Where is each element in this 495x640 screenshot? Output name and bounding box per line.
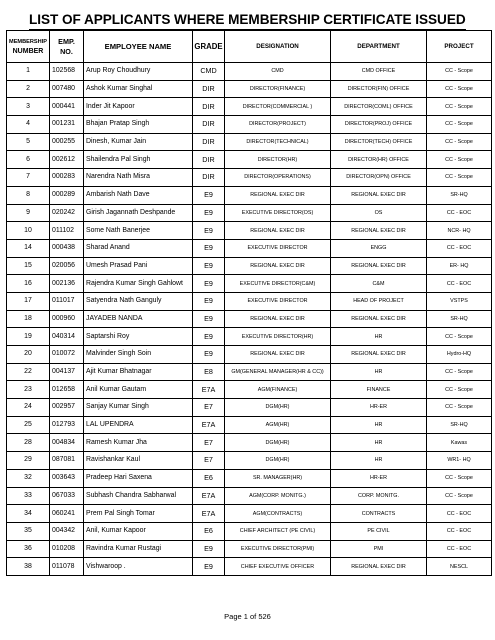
header-project: PROJECT bbox=[427, 31, 492, 63]
cell-designation: EXECUTIVE DIRECTOR bbox=[225, 292, 331, 310]
cell-employee-name: Ravishankar Kaul bbox=[84, 452, 193, 470]
cell-serial-number: 15 bbox=[7, 257, 50, 275]
cell-serial-number: 38 bbox=[7, 558, 50, 576]
cell-employee-name: Bhajan Pratap Singh bbox=[84, 116, 193, 134]
table-row bbox=[7, 275, 492, 293]
cell-emp-no: 040314 bbox=[50, 328, 84, 346]
table-row bbox=[7, 469, 492, 487]
cell-employee-name: Vishwaroop . bbox=[84, 558, 193, 576]
cell-grade: E9 bbox=[193, 292, 225, 310]
cell-department: PE CIVIL bbox=[331, 522, 427, 540]
cell-emp-no: 011078 bbox=[50, 558, 84, 576]
header-emp-line2: NO. bbox=[60, 46, 73, 56]
cell-grade: DIR bbox=[193, 133, 225, 151]
cell-department: HR bbox=[331, 452, 427, 470]
cell-project: CC - Scope bbox=[427, 98, 492, 116]
cell-designation: AGM(HR) bbox=[225, 416, 331, 434]
table-row bbox=[7, 133, 492, 151]
cell-designation: DIRECTOR(COMMERCIAL ) bbox=[225, 98, 331, 116]
cell-employee-name: Inder Jit Kapoor bbox=[84, 98, 193, 116]
cell-designation: AGM(CONTRACTS) bbox=[225, 505, 331, 523]
cell-serial-number: 19 bbox=[7, 328, 50, 346]
cell-serial-number: 5 bbox=[7, 133, 50, 151]
cell-project: CC - Scope bbox=[427, 487, 492, 505]
cell-emp-no: 067033 bbox=[50, 487, 84, 505]
cell-designation: REGIONAL EXEC DIR bbox=[225, 257, 331, 275]
cell-employee-name: Shailendra Pal Singh bbox=[84, 151, 193, 169]
header-membership-line1: MEMBERSHIP bbox=[9, 38, 47, 45]
cell-emp-no: 002957 bbox=[50, 399, 84, 417]
cell-project: CC - EOC bbox=[427, 239, 492, 257]
table-row bbox=[7, 487, 492, 505]
cell-department: HR bbox=[331, 434, 427, 452]
cell-serial-number: 34 bbox=[7, 505, 50, 523]
cell-employee-name: Ravindra Kumar Rustagi bbox=[84, 540, 193, 558]
cell-serial-number: 25 bbox=[7, 416, 50, 434]
table-row bbox=[7, 222, 492, 240]
cell-employee-name: Dinesh, Kumar Jain bbox=[84, 133, 193, 151]
cell-emp-no: 004834 bbox=[50, 434, 84, 452]
cell-department: REGIONAL EXEC DIR bbox=[331, 222, 427, 240]
cell-department: REGIONAL EXEC DIR bbox=[331, 558, 427, 576]
cell-project: CC - Scope bbox=[427, 133, 492, 151]
cell-department: OS bbox=[331, 204, 427, 222]
cell-designation: EXECUTIVE DIRECTOR(PMI) bbox=[225, 540, 331, 558]
page-footer: Page 1 of 526 bbox=[224, 612, 271, 621]
cell-grade: E9 bbox=[193, 275, 225, 293]
cell-designation: EXECUTIVE DIRECTOR bbox=[225, 239, 331, 257]
cell-serial-number: 29 bbox=[7, 452, 50, 470]
cell-grade: E7A bbox=[193, 505, 225, 523]
cell-serial-number: 10 bbox=[7, 222, 50, 240]
cell-serial-number: 9 bbox=[7, 204, 50, 222]
cell-employee-name: Ashok Kumar Singhal bbox=[84, 80, 193, 98]
header-emp-no bbox=[50, 31, 84, 63]
header-row bbox=[7, 31, 492, 63]
cell-serial-number: 3 bbox=[7, 98, 50, 116]
header-grade: GRADE bbox=[193, 31, 225, 63]
table-row bbox=[7, 434, 492, 452]
cell-grade: E9 bbox=[193, 346, 225, 364]
table-row bbox=[7, 540, 492, 558]
table-row bbox=[7, 381, 492, 399]
cell-serial-number: 17 bbox=[7, 292, 50, 310]
cell-emp-no: 000960 bbox=[50, 310, 84, 328]
cell-employee-name: Prem Pal Singh Tomar bbox=[84, 505, 193, 523]
cell-emp-no: 000441 bbox=[50, 98, 84, 116]
cell-emp-no: 000438 bbox=[50, 239, 84, 257]
cell-emp-no: 087081 bbox=[50, 452, 84, 470]
cell-emp-no: 003643 bbox=[50, 469, 84, 487]
cell-emp-no: 000255 bbox=[50, 133, 84, 151]
table-row bbox=[7, 116, 492, 134]
cell-designation: DIRECTOR(HR) bbox=[225, 151, 331, 169]
cell-grade: E7 bbox=[193, 399, 225, 417]
cell-designation: DIRECTOR(TECHNICAL) bbox=[225, 133, 331, 151]
table-row bbox=[7, 505, 492, 523]
cell-employee-name: Pradeep Hari Saxena bbox=[84, 469, 193, 487]
cell-department: HEAD OF PROJECT bbox=[331, 292, 427, 310]
cell-grade: E8 bbox=[193, 363, 225, 381]
cell-serial-number: 33 bbox=[7, 487, 50, 505]
cell-department: REGIONAL EXEC DIR bbox=[331, 346, 427, 364]
cell-emp-no: 102568 bbox=[50, 63, 84, 81]
cell-employee-name: Sharad Anand bbox=[84, 239, 193, 257]
cell-project: CC - Scope bbox=[427, 63, 492, 81]
cell-department: PMI bbox=[331, 540, 427, 558]
cell-emp-no: 010072 bbox=[50, 346, 84, 364]
cell-designation: DGM(HR) bbox=[225, 452, 331, 470]
cell-employee-name: Rajendra Kumar Singh Gahlowt bbox=[84, 275, 193, 293]
cell-department: HR-ER bbox=[331, 399, 427, 417]
cell-grade: E9 bbox=[193, 222, 225, 240]
cell-project: CC - Scope bbox=[427, 381, 492, 399]
cell-designation: AGM(CORP. MONITG.) bbox=[225, 487, 331, 505]
cell-project: CC - Scope bbox=[427, 116, 492, 134]
cell-project: CC - Scope bbox=[427, 151, 492, 169]
cell-grade: E9 bbox=[193, 186, 225, 204]
cell-serial-number: 35 bbox=[7, 522, 50, 540]
table-row bbox=[7, 292, 492, 310]
cell-department: DIRECTOR(HR) OFFICE bbox=[331, 151, 427, 169]
header-designation: DESIGNATION bbox=[225, 31, 331, 63]
cell-project: CC - Scope bbox=[427, 469, 492, 487]
cell-serial-number: 20 bbox=[7, 346, 50, 364]
cell-grade: DIR bbox=[193, 98, 225, 116]
cell-grade: E7 bbox=[193, 434, 225, 452]
cell-project: CC - Scope bbox=[427, 363, 492, 381]
table-row bbox=[7, 310, 492, 328]
cell-serial-number: 14 bbox=[7, 239, 50, 257]
cell-department: FINANCE bbox=[331, 381, 427, 399]
cell-grade: E9 bbox=[193, 204, 225, 222]
cell-project: VSTPS bbox=[427, 292, 492, 310]
cell-project: CC - EOC bbox=[427, 275, 492, 293]
cell-project: CC - Scope bbox=[427, 399, 492, 417]
cell-department: DIRECTOR(TECH) OFFICE bbox=[331, 133, 427, 151]
cell-serial-number: 8 bbox=[7, 186, 50, 204]
cell-grade: E7 bbox=[193, 452, 225, 470]
table-row bbox=[7, 80, 492, 98]
cell-grade: DIR bbox=[193, 116, 225, 134]
cell-employee-name: Umesh Prasad Pani bbox=[84, 257, 193, 275]
cell-emp-no: 004137 bbox=[50, 363, 84, 381]
cell-employee-name: Arup Roy Choudhury bbox=[84, 63, 193, 81]
cell-emp-no: 000283 bbox=[50, 169, 84, 187]
cell-project: CC - EOC bbox=[427, 204, 492, 222]
cell-emp-no: 010208 bbox=[50, 540, 84, 558]
table-header bbox=[7, 31, 492, 63]
cell-project: CC - EOC bbox=[427, 540, 492, 558]
cell-project: SR-HQ bbox=[427, 416, 492, 434]
applicants-table bbox=[6, 30, 492, 576]
cell-department: HR bbox=[331, 328, 427, 346]
cell-designation: GM(GENERAL MANAGER(HR & CC)) bbox=[225, 363, 331, 381]
cell-department: DIRECTOR(PROJ) OFFICE bbox=[331, 116, 427, 134]
cell-designation: DIRECTOR(PROJECT) bbox=[225, 116, 331, 134]
cell-employee-name: Narendra Nath Misra bbox=[84, 169, 193, 187]
page-title: LIST OF APPLICANTS WHERE MEMBERSHIP CERTIFICATE ISSUED bbox=[29, 9, 466, 30]
cell-grade: DIR bbox=[193, 80, 225, 98]
cell-grade: E9 bbox=[193, 257, 225, 275]
table-row bbox=[7, 257, 492, 275]
cell-serial-number: 2 bbox=[7, 80, 50, 98]
cell-department: DIRECTOR(COML) OFFICE bbox=[331, 98, 427, 116]
cell-designation: DGM(HR) bbox=[225, 434, 331, 452]
cell-grade: E9 bbox=[193, 328, 225, 346]
cell-designation: SR. MANAGER(HR) bbox=[225, 469, 331, 487]
cell-department: REGIONAL EXEC DIR bbox=[331, 257, 427, 275]
cell-project: NCR- HQ bbox=[427, 222, 492, 240]
cell-employee-name: Ramesh Kumar Jha bbox=[84, 434, 193, 452]
cell-department: REGIONAL EXEC DIR bbox=[331, 186, 427, 204]
cell-project: SR-HQ bbox=[427, 310, 492, 328]
cell-emp-no: 011102 bbox=[50, 222, 84, 240]
cell-serial-number: 32 bbox=[7, 469, 50, 487]
table-row bbox=[7, 186, 492, 204]
cell-designation: AGM(FINANCE) bbox=[225, 381, 331, 399]
cell-employee-name: LAL UPENDRA bbox=[84, 416, 193, 434]
cell-department: CORP. MONITG. bbox=[331, 487, 427, 505]
table-row bbox=[7, 399, 492, 417]
table-body bbox=[7, 63, 492, 576]
cell-designation: CHIEF ARCHITECT (PE CIVIL) bbox=[225, 522, 331, 540]
cell-department: CMD OFFICE bbox=[331, 63, 427, 81]
cell-designation: DGM(HR) bbox=[225, 399, 331, 417]
cell-grade: E7A bbox=[193, 416, 225, 434]
table-row bbox=[7, 239, 492, 257]
table-row bbox=[7, 522, 492, 540]
table-row bbox=[7, 98, 492, 116]
table-row bbox=[7, 346, 492, 364]
cell-serial-number: 7 bbox=[7, 169, 50, 187]
header-department: DEPARTMENT bbox=[331, 31, 427, 63]
cell-project: NESCL bbox=[427, 558, 492, 576]
cell-serial-number: 24 bbox=[7, 399, 50, 417]
cell-grade: E9 bbox=[193, 540, 225, 558]
cell-employee-name: Saptarshi Roy bbox=[84, 328, 193, 346]
table-row bbox=[7, 416, 492, 434]
cell-designation: EXECUTIVE DIRECTOR(C&M) bbox=[225, 275, 331, 293]
table-row bbox=[7, 151, 492, 169]
cell-department: CONTRACTS bbox=[331, 505, 427, 523]
cell-employee-name: Anil Kumar Gautam bbox=[84, 381, 193, 399]
cell-serial-number: 16 bbox=[7, 275, 50, 293]
cell-serial-number: 22 bbox=[7, 363, 50, 381]
cell-grade: E6 bbox=[193, 469, 225, 487]
cell-project: Kawas bbox=[427, 434, 492, 452]
cell-department: REGIONAL EXEC DIR bbox=[331, 310, 427, 328]
cell-department: ENGG bbox=[331, 239, 427, 257]
cell-designation: EXECUTIVE DIRECTOR(OS) bbox=[225, 204, 331, 222]
cell-grade: E9 bbox=[193, 558, 225, 576]
header-membership-line2: NUMBER bbox=[12, 47, 44, 55]
cell-serial-number: 28 bbox=[7, 434, 50, 452]
table-row bbox=[7, 328, 492, 346]
cell-designation: CMD bbox=[225, 63, 331, 81]
cell-employee-name: Ambarish Nath Dave bbox=[84, 186, 193, 204]
cell-grade: E9 bbox=[193, 310, 225, 328]
cell-emp-no: 020242 bbox=[50, 204, 84, 222]
cell-project: SR-HQ bbox=[427, 186, 492, 204]
cell-emp-no: 002136 bbox=[50, 275, 84, 293]
cell-employee-name: Some Nath Banerjee bbox=[84, 222, 193, 240]
cell-emp-no: 002612 bbox=[50, 151, 84, 169]
cell-project: CC - Scope bbox=[427, 169, 492, 187]
cell-emp-no: 000289 bbox=[50, 186, 84, 204]
header-membership-number bbox=[7, 31, 50, 63]
table-row bbox=[7, 363, 492, 381]
cell-department: HR-ER bbox=[331, 469, 427, 487]
cell-department: HR bbox=[331, 416, 427, 434]
cell-designation: REGIONAL EXEC DIR bbox=[225, 186, 331, 204]
cell-employee-name: Malvinder Singh Soin bbox=[84, 346, 193, 364]
cell-serial-number: 4 bbox=[7, 116, 50, 134]
cell-designation: REGIONAL EXEC DIR bbox=[225, 310, 331, 328]
cell-emp-no: 004342 bbox=[50, 522, 84, 540]
cell-emp-no: 007480 bbox=[50, 80, 84, 98]
cell-department: HR bbox=[331, 363, 427, 381]
cell-designation: DIRECTOR(OPERATIONS) bbox=[225, 169, 331, 187]
cell-employee-name: Girish Jagannath Deshpande bbox=[84, 204, 193, 222]
cell-project: CC - Scope bbox=[427, 80, 492, 98]
cell-serial-number: 1 bbox=[7, 63, 50, 81]
cell-designation: EXECUTIVE DIRECTOR(HR) bbox=[225, 328, 331, 346]
cell-project: CC - Scope bbox=[427, 328, 492, 346]
cell-project: Hydro-HQ bbox=[427, 346, 492, 364]
cell-grade: E6 bbox=[193, 522, 225, 540]
cell-grade: E7A bbox=[193, 381, 225, 399]
cell-project: CC - EOC bbox=[427, 522, 492, 540]
cell-serial-number: 6 bbox=[7, 151, 50, 169]
cell-grade: E9 bbox=[193, 239, 225, 257]
cell-employee-name: JAYADEB NANDA bbox=[84, 310, 193, 328]
cell-grade: E7A bbox=[193, 487, 225, 505]
cell-department: DIRECTOR(FIN) OFFICE bbox=[331, 80, 427, 98]
cell-emp-no: 001231 bbox=[50, 116, 84, 134]
cell-employee-name: Satyendra Nath Ganguly bbox=[84, 292, 193, 310]
table-row bbox=[7, 558, 492, 576]
cell-grade: DIR bbox=[193, 169, 225, 187]
cell-project: ER- HQ bbox=[427, 257, 492, 275]
table-row bbox=[7, 204, 492, 222]
header-employee-name: EMPLOYEE NAME bbox=[84, 31, 193, 63]
cell-employee-name: Anil, Kumar Kapoor bbox=[84, 522, 193, 540]
table-row bbox=[7, 63, 492, 81]
cell-emp-no: 012658 bbox=[50, 381, 84, 399]
cell-designation: REGIONAL EXEC DIR bbox=[225, 222, 331, 240]
cell-grade: DIR bbox=[193, 151, 225, 169]
cell-emp-no: 020056 bbox=[50, 257, 84, 275]
cell-serial-number: 18 bbox=[7, 310, 50, 328]
cell-department: DIRECTOR(OPN) OFFICE bbox=[331, 169, 427, 187]
cell-designation: DIRECTOR(FINANCE) bbox=[225, 80, 331, 98]
cell-project: CC - EOC bbox=[427, 505, 492, 523]
cell-serial-number: 23 bbox=[7, 381, 50, 399]
cell-department: C&M bbox=[331, 275, 427, 293]
header-emp-line1: EMP. bbox=[58, 36, 75, 46]
cell-project: WR1- HQ bbox=[427, 452, 492, 470]
cell-emp-no: 060241 bbox=[50, 505, 84, 523]
cell-emp-no: 011017 bbox=[50, 292, 84, 310]
cell-designation: REGIONAL EXEC DIR bbox=[225, 346, 331, 364]
cell-emp-no: 012793 bbox=[50, 416, 84, 434]
cell-serial-number: 36 bbox=[7, 540, 50, 558]
cell-employee-name: Sanjay Kumar Singh bbox=[84, 399, 193, 417]
table-row bbox=[7, 169, 492, 187]
cell-employee-name: Subhash Chandra Sabharwal bbox=[84, 487, 193, 505]
cell-employee-name: Ajit Kumar Bhatnagar bbox=[84, 363, 193, 381]
cell-grade: CMD bbox=[193, 63, 225, 81]
cell-designation: CHIEF EXECUTIVE OFFICER bbox=[225, 558, 331, 576]
table-row bbox=[7, 452, 492, 470]
